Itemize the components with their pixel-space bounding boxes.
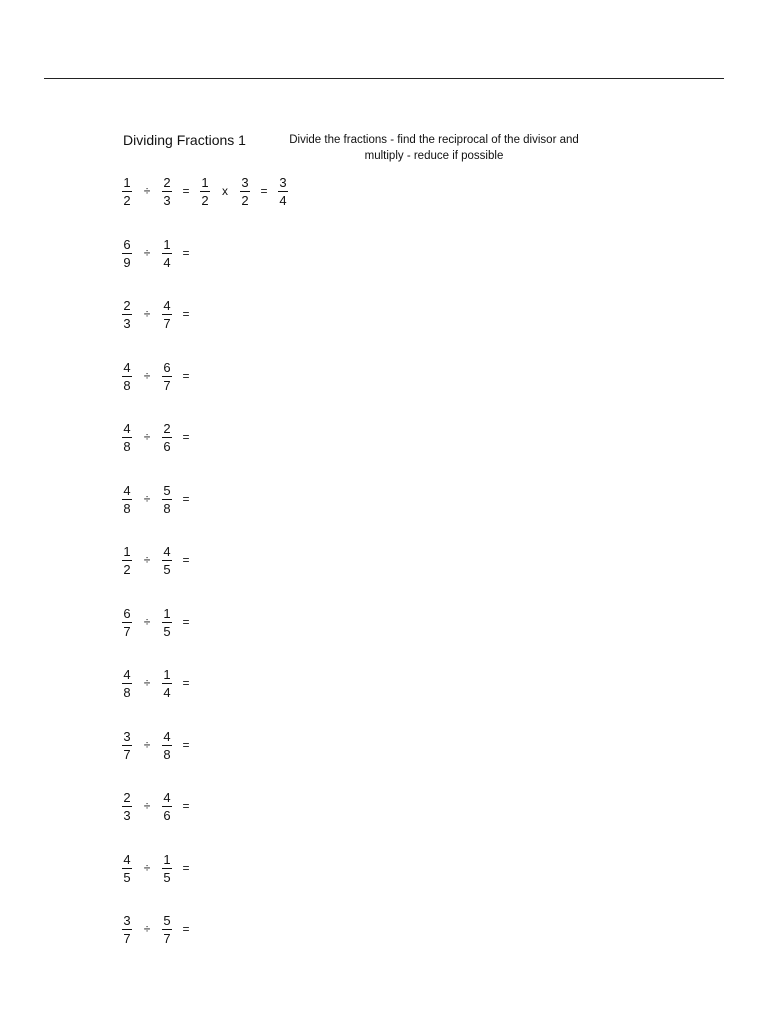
problem-row	[118, 361, 418, 423]
denominator: 6	[163, 808, 171, 823]
numerator: 4	[163, 298, 171, 313]
numerator: 2	[123, 790, 131, 805]
divisor	[158, 730, 176, 762]
denominator: 6	[163, 439, 171, 454]
denominator: 7	[123, 931, 131, 946]
divide-sign: ÷	[143, 860, 151, 875]
problem-row	[118, 238, 418, 300]
problem-row	[118, 484, 418, 546]
divisor	[158, 545, 176, 577]
divisor	[158, 607, 176, 639]
numerator: 6	[163, 359, 171, 375]
numerator: 2	[163, 175, 171, 190]
worksheet-title: Dividing Fractions 1	[123, 132, 246, 148]
dividend	[118, 361, 136, 393]
numerator: 1	[123, 175, 131, 190]
numerator: 3	[123, 728, 131, 744]
numerator: 3	[279, 175, 287, 190]
divide-sign: ÷	[143, 614, 151, 629]
divide-sign: ÷	[143, 799, 151, 813]
numerator: 4	[123, 421, 131, 436]
equals-sign: =	[182, 368, 190, 383]
problem-row	[118, 607, 418, 669]
denominator: 3	[163, 193, 171, 208]
numerator: 3	[241, 175, 249, 190]
equals-sign: =	[260, 184, 268, 198]
denominator: 7	[163, 316, 171, 331]
problem-row	[118, 791, 418, 853]
equals-sign: =	[182, 922, 190, 936]
denominator: 7	[123, 623, 131, 639]
header-rule	[44, 78, 724, 79]
times-sign: x	[222, 184, 228, 198]
divisor	[158, 853, 176, 885]
problem-row	[118, 914, 418, 976]
denominator: 4	[163, 685, 171, 700]
numerator: 5	[163, 913, 171, 928]
denominator: 8	[123, 439, 131, 454]
dividend	[118, 791, 136, 823]
divide-sign: ÷	[143, 676, 151, 690]
problem-row	[118, 853, 418, 915]
problem-row	[118, 730, 418, 792]
denominator: 3	[123, 808, 131, 823]
numerator: 1	[163, 667, 171, 682]
denominator: 2	[201, 193, 209, 208]
numerator: 4	[163, 544, 171, 559]
problem-row	[118, 299, 418, 361]
numerator: 2	[123, 298, 131, 313]
worksheet-instructions	[270, 132, 598, 164]
numerator: 6	[123, 236, 131, 252]
numerator: 1	[123, 544, 131, 559]
equals-sign: =	[182, 307, 190, 321]
divide-sign: ÷	[143, 491, 151, 506]
equals-sign: =	[182, 184, 190, 198]
numerator: 5	[163, 482, 171, 498]
numerator: 4	[123, 667, 131, 682]
denominator: 4	[163, 254, 171, 270]
dividend	[118, 238, 136, 270]
numerator: 6	[123, 605, 131, 621]
example-divisor	[158, 176, 176, 208]
denominator: 8	[163, 500, 171, 516]
denominator: 7	[163, 931, 171, 946]
divide-sign: ÷	[143, 184, 151, 198]
divisor	[158, 361, 176, 393]
dividend	[118, 914, 136, 946]
numerator: 1	[163, 236, 171, 252]
divide-sign: ÷	[143, 737, 151, 752]
equals-sign: =	[182, 553, 190, 567]
divisor	[158, 484, 176, 516]
denominator: 5	[163, 623, 171, 639]
numerator: 1	[163, 605, 171, 621]
divide-sign: ÷	[143, 553, 151, 567]
divisor	[158, 914, 176, 946]
divide-sign: ÷	[143, 430, 151, 444]
instructions-line-1: Divide the fractions - find the reciprocal of the divisor and	[289, 134, 579, 146]
divisor	[158, 299, 176, 331]
divide-sign: ÷	[143, 368, 151, 383]
dividend	[118, 484, 136, 516]
numerator: 1	[163, 851, 171, 867]
denominator: 8	[123, 377, 131, 393]
numerator: 4	[163, 790, 171, 805]
dividend	[118, 730, 136, 762]
problem-row	[118, 545, 418, 607]
equals-sign: =	[182, 430, 190, 444]
divisor	[158, 422, 176, 454]
denominator: 2	[123, 193, 131, 208]
denominator: 8	[123, 500, 131, 516]
example-first-factor	[196, 176, 214, 208]
denominator: 9	[123, 254, 131, 270]
divide-sign: ÷	[143, 307, 151, 321]
denominator: 2	[241, 193, 249, 208]
example-dividend	[118, 176, 136, 208]
denominator: 5	[163, 869, 171, 885]
numerator: 4	[123, 851, 131, 867]
example-reciprocal	[236, 176, 254, 208]
denominator: 8	[123, 685, 131, 700]
problem-row	[118, 668, 418, 730]
numerator: 4	[123, 359, 131, 375]
denominator: 5	[123, 869, 131, 885]
problem-row	[118, 422, 418, 484]
divisor	[158, 668, 176, 700]
equals-sign: =	[182, 799, 190, 813]
equals-sign: =	[182, 491, 190, 506]
equals-sign: =	[182, 860, 190, 875]
numerator: 2	[163, 421, 171, 436]
equals-sign: =	[182, 614, 190, 629]
dividend	[118, 668, 136, 700]
denominator: 7	[163, 377, 171, 393]
denominator: 7	[123, 746, 131, 762]
denominator: 8	[163, 746, 171, 762]
numerator: 1	[201, 175, 209, 190]
denominator: 2	[123, 562, 131, 577]
dividend	[118, 853, 136, 885]
divisor	[158, 791, 176, 823]
equals-sign: =	[182, 245, 190, 260]
numerator: 4	[123, 482, 131, 498]
equals-sign: =	[182, 676, 190, 690]
numerator: 4	[163, 728, 171, 744]
example-problem	[118, 176, 418, 238]
denominator: 3	[123, 316, 131, 331]
divide-sign: ÷	[143, 922, 151, 936]
dividend	[118, 545, 136, 577]
denominator: 4	[279, 193, 287, 208]
numerator: 3	[123, 913, 131, 928]
equals-sign: =	[182, 737, 190, 752]
dividend	[118, 607, 136, 639]
divide-sign: ÷	[143, 245, 151, 260]
instructions-line-2: multiply - reduce if possible	[364, 150, 504, 162]
dividend	[118, 299, 136, 331]
example-result	[274, 176, 292, 208]
divisor	[158, 238, 176, 270]
denominator: 5	[163, 562, 171, 577]
dividend	[118, 422, 136, 454]
problem-list	[118, 176, 418, 976]
